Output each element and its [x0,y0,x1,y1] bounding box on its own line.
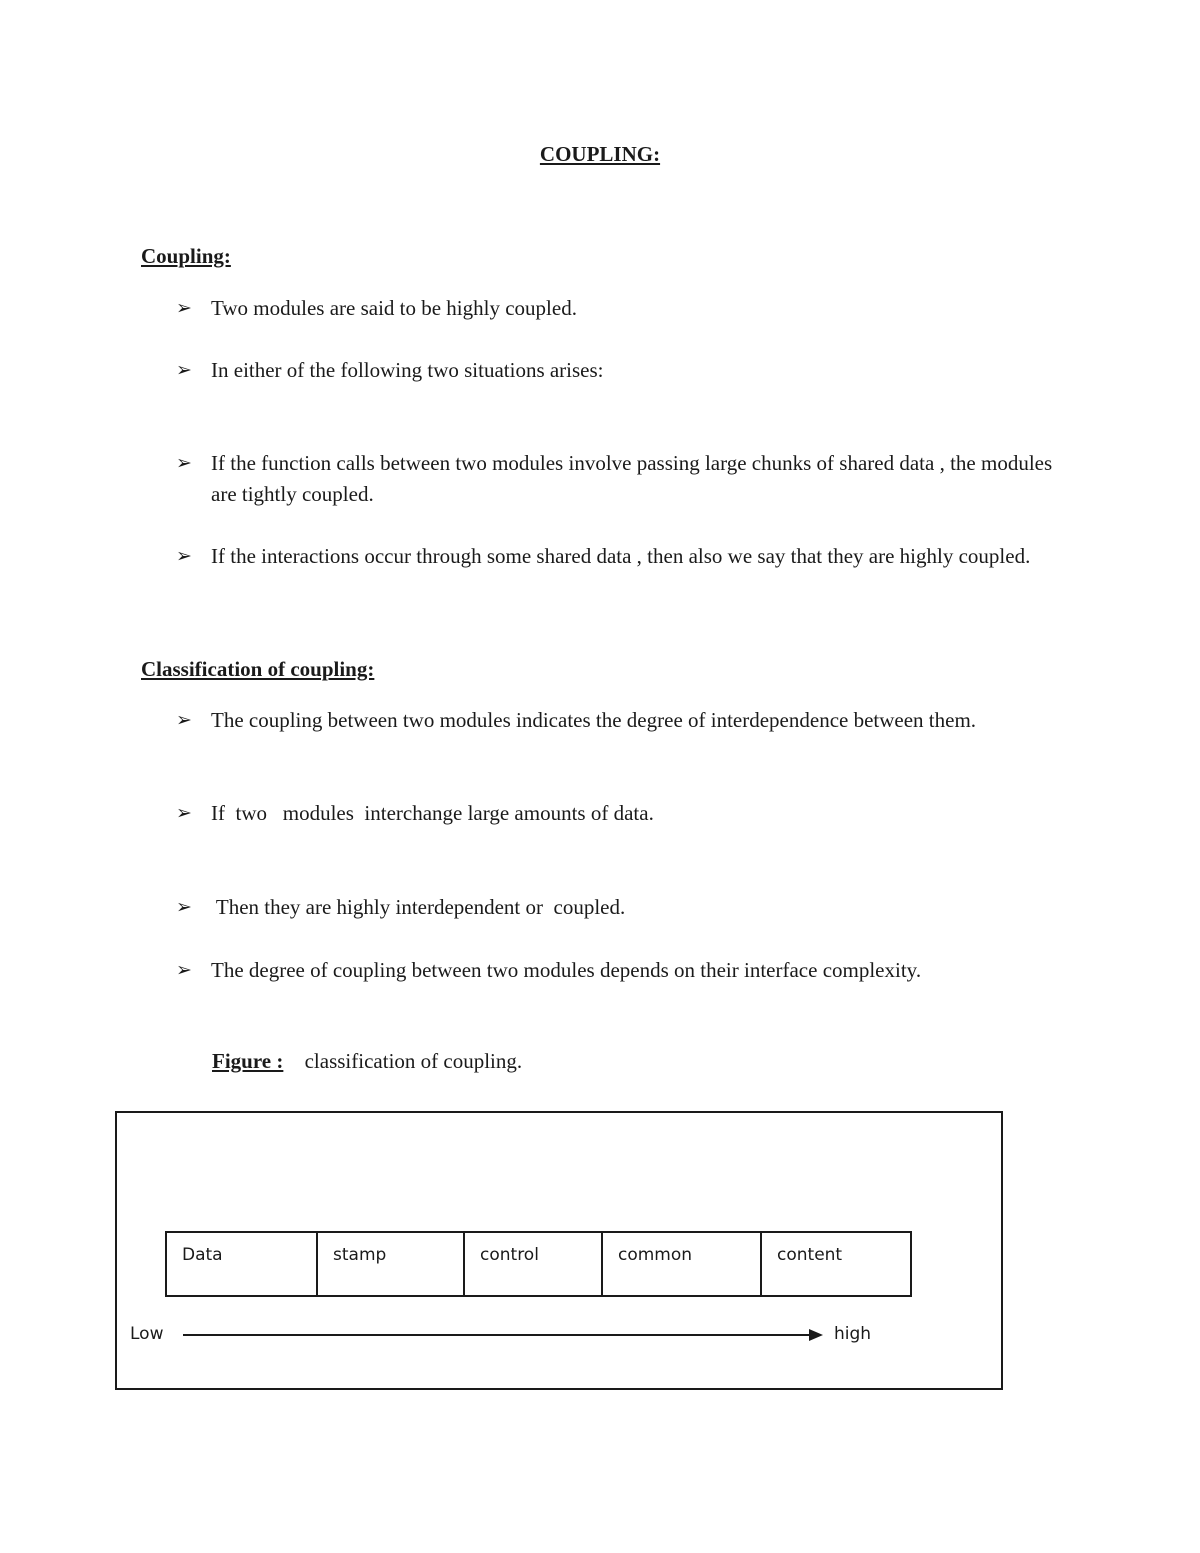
arrowhead-bullet-icon: ➢ [176,298,192,319]
bullet-item [176,448,1056,510]
bullet-text: In either of the following two situations arises: [211,358,604,382]
bullet-text: The coupling between two modules indicates the degree of interdependence between them. [211,708,977,732]
section-heading-classification: Classification of coupling: [141,657,375,681]
bullet-text: If the function calls between two modules involve passing large chunks of shared data , the modules are tightly coupled. [211,451,1053,506]
bullet-item [176,705,1056,736]
bullet-text: Two modules are said to be highly coupled. [211,296,577,320]
bullet-item [176,355,1056,386]
coupling-level-data: Data [167,1233,318,1295]
bullet-item [176,798,1056,829]
figure-label: Figure : [212,1049,284,1073]
bullet-text: The degree of coupling between two modules depends on their interface complexity. [211,958,922,982]
axis-high-label: high [834,1324,872,1344]
coupling-level-control: control [465,1233,603,1295]
arrowhead-bullet-icon: ➢ [176,897,192,918]
bullet-item [176,955,1056,986]
arrowhead-bullet-icon: ➢ [176,710,192,731]
bullet-item [176,892,1056,923]
low-to-high-arrow-icon [183,1327,825,1343]
coupling-level-content: content [777,1245,843,1265]
arrowhead-bullet-icon: ➢ [176,360,192,381]
bullet-text: Then they are highly interdependent or coupled. [211,895,626,919]
arrowhead-bullet-icon: ➢ [176,960,192,981]
coupling-level-common: common [603,1233,762,1295]
coupling-scale [165,1231,912,1297]
bullet-item [176,293,1056,324]
bullet-text: If the interactions occur through some shared data , then also we say that they are highly coupled. [211,544,1031,568]
arrowhead-bullet-icon: ➢ [176,546,192,567]
section-heading-coupling: Coupling: [141,244,231,268]
bullet-text: If two modules interchange large amounts of data. [211,801,654,825]
figure-caption [212,1049,522,1074]
coupling-level-stamp: stamp [318,1233,465,1295]
page-title: COUPLING: [539,142,661,166]
figure-caption-text: classification of coupling. [304,1049,523,1073]
coupling-classification-figure [115,1111,1003,1390]
axis-low-label: Low [130,1324,164,1344]
bullet-item [176,541,1056,572]
arrowhead-bullet-icon: ➢ [176,453,192,474]
arrowhead-bullet-icon: ➢ [176,803,192,824]
